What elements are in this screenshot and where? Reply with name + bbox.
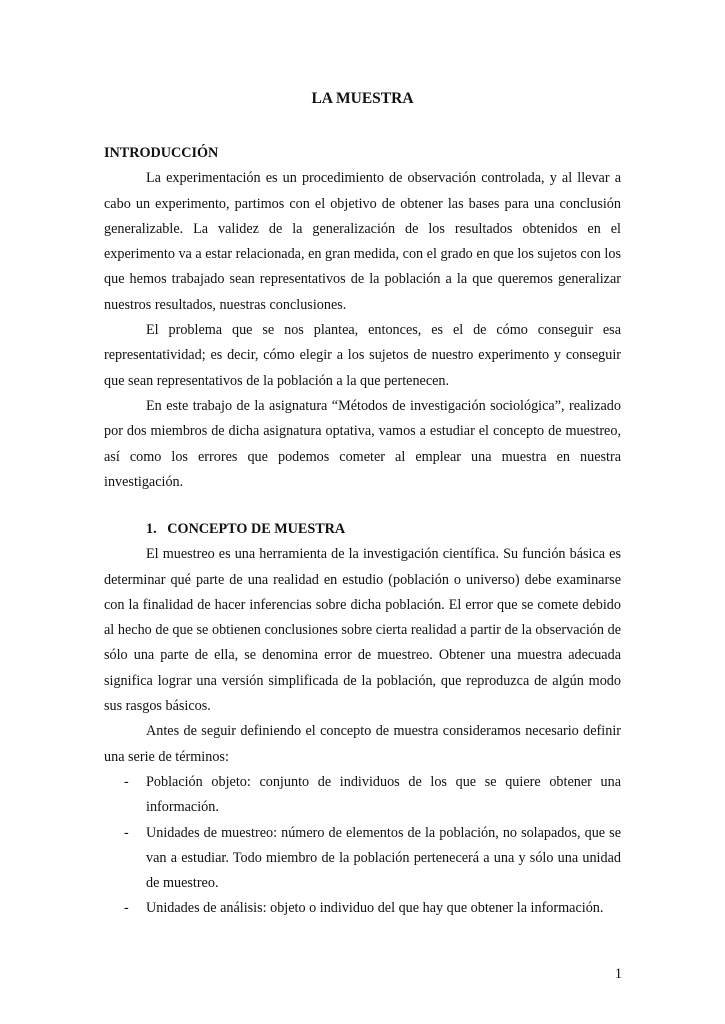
section-1-title: CONCEPTO DE MUESTRA (167, 521, 346, 537)
dash-bullet: - (124, 900, 129, 917)
introduction-heading: INTRODUCCIÓN (104, 145, 219, 161)
page-number: 1 (614, 966, 622, 982)
list-item (104, 896, 621, 921)
terms-list (104, 770, 621, 922)
document-title: LA MUESTRA (311, 90, 414, 107)
dash-bullet: - (124, 824, 129, 841)
dash-bullet: - (124, 773, 129, 790)
term-unidades-muestreo: Unidades de muestreo: número de elementos de la población, no solapados, que se van a estudiar. Todo miembro de la población pertenecerá a una y sólo una unidad de muestreo. (146, 824, 621, 892)
introduction-section (104, 141, 621, 495)
section-1-paragraph-2: Antes de seguir definiendo el concepto de muestra consideramos necesario definir una serie de términos: (104, 723, 621, 765)
section-1-paragraph-1: El muestreo es una herramienta de la investigación científica. Su función básica es determinar qué parte de una realidad en estudio (población o universo) debe examinarse con la finalidad de hacer inferencias sobre dicha población. El error que se comete debido al hecho de que se obtienen conclusiones sobre cierta realidad a partir de la observación de sólo una parte de ella, se denomina error de muestreo. Obtener una muestra adecuada significa lograr una versión simplificada de la población, que reproduzca de algún modo sus rasgos básicos. (104, 546, 621, 715)
section-1 (104, 517, 621, 922)
term-poblacion-objeto: Población objeto: conjunto de individuos de los que se quiere obtener una información. (146, 773, 621, 816)
section-1-number: 1. (146, 521, 157, 537)
list-item (104, 770, 621, 821)
term-unidades-analisis: Unidades de análisis: objeto o individuo del que hay que obtener la información. (146, 900, 604, 917)
list-item (104, 821, 621, 897)
section-1-heading (104, 517, 621, 542)
intro-paragraph-2: El problema que se nos plantea, entonces, es el de cómo conseguir esa representatividad; es decir, cómo elegir a los sujetos de nuestro experimento y conseguir que sean representativos de la población a la que pertenecen. (104, 322, 621, 389)
intro-paragraph-3: En este trabajo de la asignatura “Métodos de investigación sociológica”, realizado por dos miembros de dicha asignatura optativa, vamos a estudiar el concepto de muestreo, así como los errores que podemos cometer al emplear una muestra en nuestra investigación. (104, 397, 621, 490)
intro-paragraph-1: La experimentación es un procedimiento de observación controlada, y al llevar a cabo un experimento, partimos con el objetivo de obtener las bases para una conclusión generalizable. La validez de la generalización de los resultados obtenidos en el experimento va a estar relacionada, en gran medida, con el grado en que los sujetos con los que hemos trabajado sean representativos de la población a la que queremos generalizar nuestros resultados, nuestras conclusiones. (104, 170, 621, 313)
